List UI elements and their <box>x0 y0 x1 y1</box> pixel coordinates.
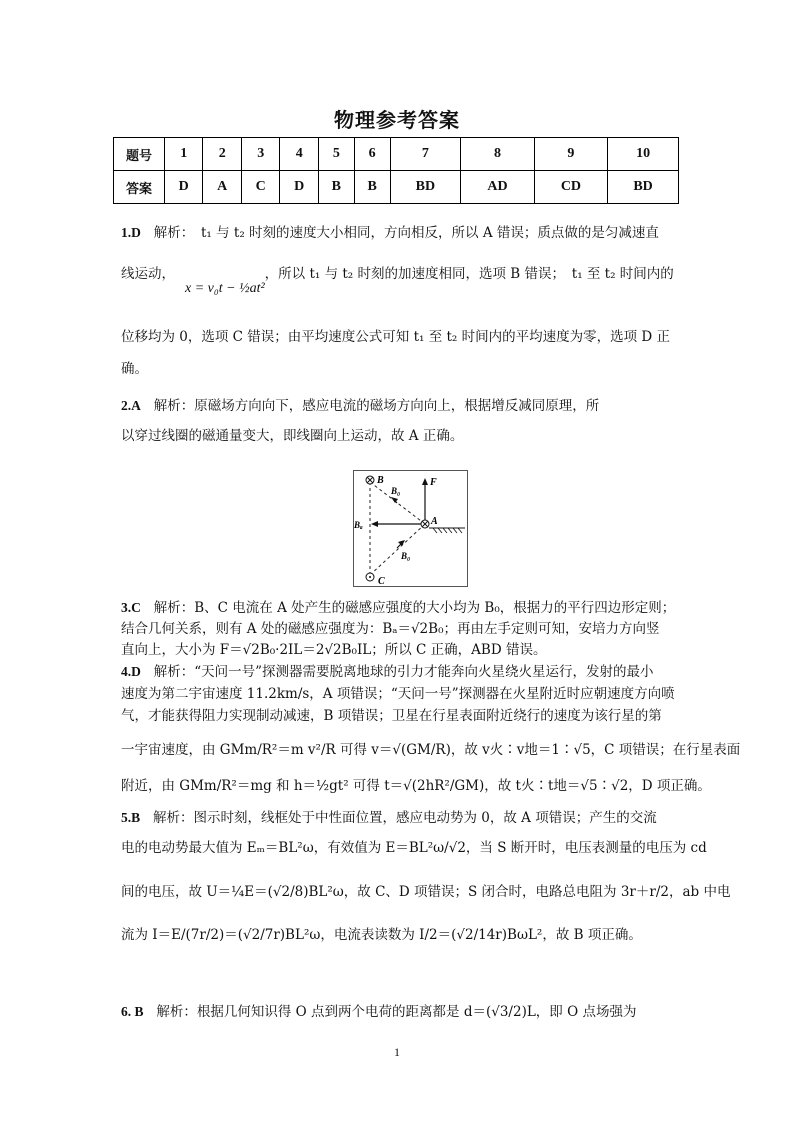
q3-text-1: 解析：B、C 电流在 A 处产生的磁感应强度的大小均为 B₀，根据力的平行四边形定则； <box>153 600 676 616</box>
q1-text-2a: 线运动， <box>121 266 175 282</box>
q4-line-2: 速度为第二宇宙速度 11.2km/s，A 项错误；“天问一号”探测器在火星附近时应朝速度方向喷 <box>121 686 675 702</box>
answer-cell: C <box>241 171 279 204</box>
table-row-answers <box>114 171 679 204</box>
q1-line-1 <box>121 221 659 241</box>
answer-label: 答案 <box>114 171 165 204</box>
answer-cell: A <box>203 171 241 204</box>
q1-formula: x = v₀t − ½at² <box>185 281 265 296</box>
q1-label: 1.D <box>121 225 141 240</box>
q4-line-3: 气，才能获得阻力实现制动减速，B 项错误；卫星在行星表面附近绕行的速度为该行星的第 <box>121 708 662 724</box>
question-number: 5 <box>318 138 354 171</box>
q6-label: 6. B <box>121 1004 144 1019</box>
label-c: C <box>378 576 385 587</box>
table-row-numbers <box>114 138 679 171</box>
q1-text-1: 解析： t₁ 与 t₂ 时刻的速度大小相同，方向相反，所以 A 错误；质点做的是匀减速直 <box>153 225 659 241</box>
q2-line-2: 以穿过线圈的磁通量变大，即线圈向上运动，故 A 正确。 <box>121 428 464 444</box>
q1-line-4: 确。 <box>121 361 148 377</box>
q1-line-3: 位移均为 0，选项 C 错误；由平均速度公式可知 t₁ 至 t₂ 时间内的平均速度为零，选项 D 正 <box>121 329 671 345</box>
question-number: 1 <box>165 138 203 171</box>
q2-text-1: 解析：原磁场方向向下，感应电流的磁场方向向上，根据增反减同原理，所 <box>153 398 600 414</box>
question-number: 8 <box>461 138 534 171</box>
question-number: 3 <box>241 138 279 171</box>
answer-cell: D <box>165 171 203 204</box>
question-number: 10 <box>608 138 679 171</box>
q4-text-1: 解析：“天问一号”探测器需要脱离地球的引力才能奔向火星绕火星运行，发射的最小 <box>153 664 654 680</box>
q5-label: 5.B <box>121 810 141 825</box>
q2-label: 2.A <box>121 398 141 413</box>
q6-line-1 <box>121 1000 636 1020</box>
q4-line-1 <box>121 660 654 680</box>
q4-line-5: 附近，由 GMm/R²＝mg 和 h＝½gt² 可得 t＝√(2hR²/GM)，故 t火∶t地＝√5∶√2，D 项正确。 <box>121 778 711 794</box>
q6-text-1: 解析：根据几何知识得 O 点到两个电荷的距离都是 d＝(√3/2)L，即 O 点场强为 <box>156 1004 637 1020</box>
answer-cell: B <box>354 171 390 204</box>
label-b0-bottom: B₀ <box>401 551 411 561</box>
q3-label: 3.C <box>121 600 141 615</box>
answer-cell: D <box>280 171 318 204</box>
q5-line-3: 间的电压，故 U＝¼E＝(√2/8)BL²ω，故 C、D 项错误；S 闭合时，电路总电阻为 3r＋r/2，ab 中电 <box>121 884 731 900</box>
page-number: 1 <box>394 1045 400 1059</box>
answer-cell: B <box>318 171 354 204</box>
question-number: 9 <box>534 138 607 171</box>
question-number: 2 <box>203 138 241 171</box>
answer-table <box>113 137 679 204</box>
q5-line-2: 电的电动势最大值为 Eₘ＝BL²ω，有效值为 E＝BL²ω/√2，当 S 断开时，电压表测量的电压为 cd <box>121 840 707 856</box>
question-number: 7 <box>390 138 461 171</box>
q1-text-2b: ，所以 t₁ 与 t₂ 时刻的加速度相同，选项 B 错误； t₁ 至 t₂ 时间内的 <box>264 266 674 282</box>
q3-line-3: 直向上，大小为 F＝√2B₀·2IL＝2√2B₀IL；所以 C 正确，ABD 错误。 <box>121 642 547 658</box>
diagram-svg <box>353 470 468 587</box>
label-ba: Bₐ <box>354 520 363 530</box>
q2-line-1 <box>121 394 599 414</box>
q5-line-1 <box>121 806 657 826</box>
question-number: 4 <box>280 138 318 171</box>
q3-line-1 <box>121 596 675 616</box>
label-b: B <box>377 475 384 486</box>
q1-line-2 <box>121 262 674 296</box>
ground-hatch <box>433 528 462 533</box>
q5-text-1: 解析：图示时刻，线框处于中性面位置，感应电动势为 0，故 A 项错误；产生的交流 <box>153 810 657 826</box>
q3-line-2: 结合几何关系，则有 A 处的磁感应强度为：Bₐ＝√2B₀；再由左手定则可知，安培力方向竖 <box>121 621 660 637</box>
q5-line-4: 流为 I＝E/(7r/2)＝(√2/7r)BL²ω，电流表读数为 I/2＝(√2/14r)BωL²，故 B 项正确。 <box>121 927 642 943</box>
label-b0-top: B₀ <box>391 486 401 496</box>
answer-cell: BD <box>390 171 461 204</box>
q4-line-4: 一宇宙速度，由 GMm/R²＝m v²/R 可得 v＝√(GM/R)，故 v火∶v地＝1∶√5，C 项错误；在行星表面 <box>121 742 741 758</box>
label-f: F <box>430 477 437 488</box>
question-number: 6 <box>354 138 390 171</box>
header-label: 题号 <box>114 138 165 171</box>
q4-label: 4.D <box>121 664 141 679</box>
page-title: 物理参考答案 <box>334 108 460 132</box>
answer-cell: BD <box>608 171 679 204</box>
answer-cell: AD <box>461 171 534 204</box>
answer-cell: CD <box>534 171 607 204</box>
label-a: A <box>431 516 438 527</box>
dashed-line-bottom <box>370 524 425 575</box>
magnetic-field-diagram <box>353 470 468 587</box>
